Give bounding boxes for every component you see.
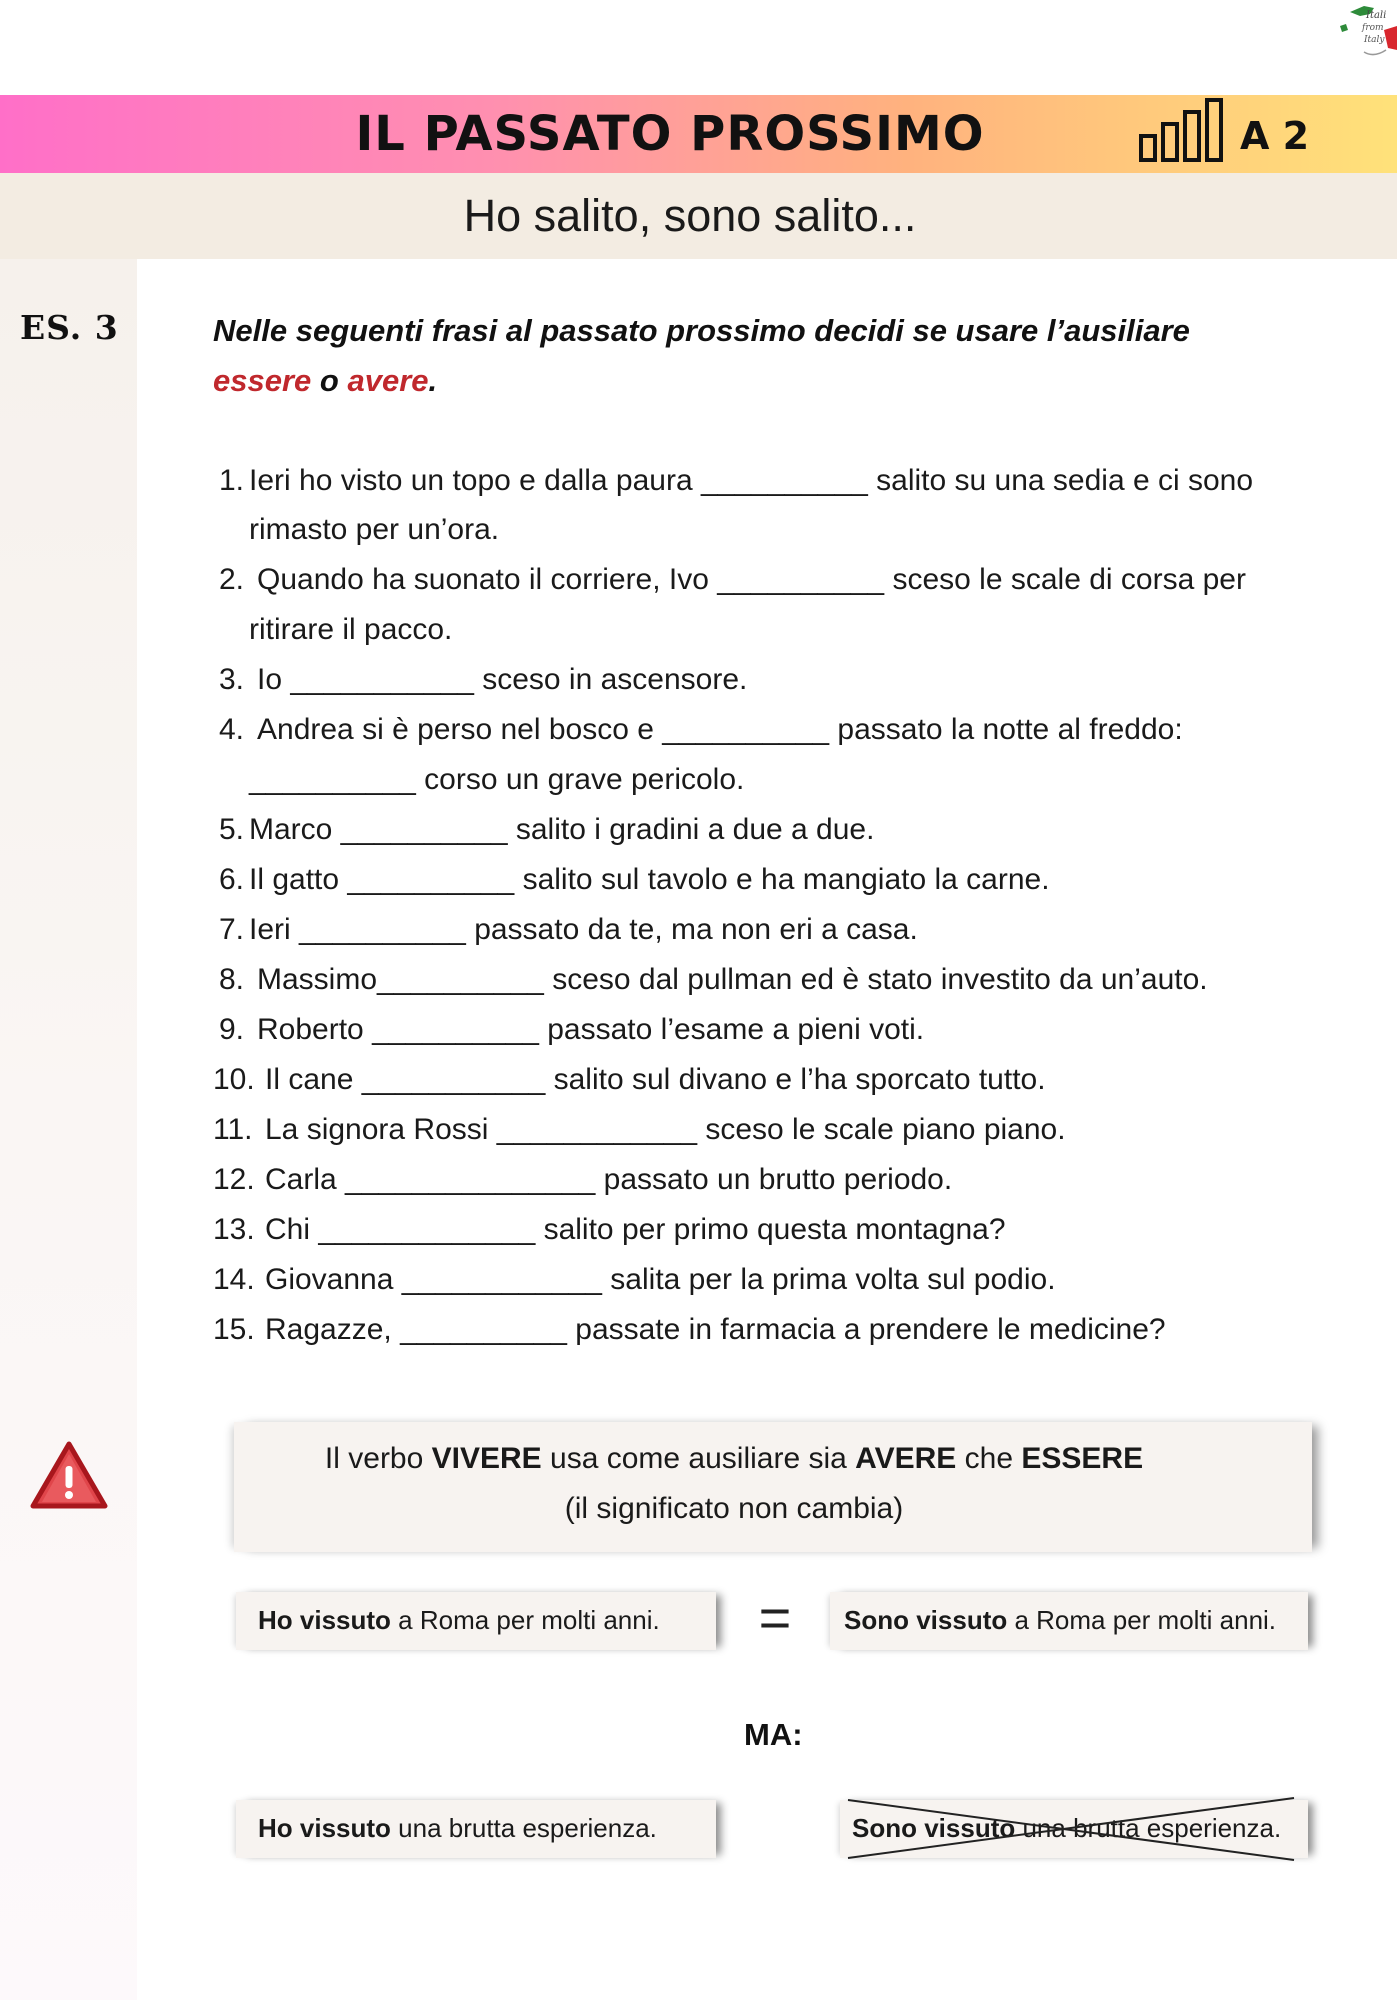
item-number: 8. bbox=[219, 963, 245, 996]
ma-label: MA: bbox=[744, 1717, 803, 1752]
instruction-essere: essere bbox=[213, 363, 312, 398]
list-item: Chi _____________ salito per primo questa montagna? bbox=[265, 1213, 1006, 1246]
example-bold: Sono vissuto bbox=[844, 1605, 1008, 1635]
list-item: Massimo__________ sceso dal pullman ed è stato investito da un’auto. bbox=[257, 963, 1208, 996]
warning-icon bbox=[30, 1440, 108, 1512]
item-number: 1. bbox=[219, 464, 245, 497]
note-text: Il verbo bbox=[324, 1442, 432, 1475]
instruction-text: Nelle seguenti frasi al passato prossimo decidi se usare l’ausiliare bbox=[213, 313, 1190, 348]
list-item-continuation: __________ corso un grave pericolo. bbox=[249, 763, 745, 796]
item-number: 14. bbox=[213, 1263, 255, 1296]
svg-text:Itali: Itali bbox=[1366, 10, 1387, 21]
note-text: usa come ausiliare sia bbox=[541, 1442, 856, 1475]
list-item: La signora Rossi ____________ sceso le scale piano piano. bbox=[265, 1113, 1066, 1146]
list-item: Marco __________ salito i gradini a due a due. bbox=[249, 813, 875, 846]
level-badge: A 2 bbox=[1240, 114, 1310, 158]
list-item: Roberto __________ passato l’esame a pieni voti. bbox=[257, 1013, 925, 1046]
vivere-note-line2: (il significato non cambia) bbox=[564, 1492, 904, 1525]
example-bold: Ho vissuto bbox=[258, 1813, 391, 1843]
list-item: Carla _______________ passato un brutto periodo. bbox=[265, 1163, 953, 1196]
cross-out-mark bbox=[846, 1794, 1296, 1864]
item-number: 12. bbox=[213, 1163, 255, 1196]
item-number: 4. bbox=[219, 713, 245, 746]
item-number: 7. bbox=[219, 913, 245, 946]
list-item: Il cane ___________ salito sul divano e l’ha sporcato tutto. bbox=[265, 1063, 1046, 1096]
list-item: Quando ha suonato il corriere, Ivo __________ sceso le scale di corsa per bbox=[257, 563, 1246, 596]
note-avere: AVERE bbox=[855, 1442, 957, 1475]
example-bold: Ho vissuto bbox=[258, 1605, 391, 1635]
correct-example-box bbox=[236, 1800, 716, 1858]
example-text: a Roma per molti anni. bbox=[1007, 1605, 1277, 1635]
left-margin-strip bbox=[0, 259, 137, 2000]
svg-text:Italy: Italy bbox=[1364, 35, 1385, 45]
item-number: 6. bbox=[219, 863, 245, 896]
example-text: una brutta esperienza. bbox=[390, 1813, 657, 1843]
example-text: a Roma per molti anni. bbox=[390, 1605, 660, 1635]
note-vivere: VIVERE bbox=[431, 1442, 542, 1475]
example-text: una brutta esperienza. bbox=[1015, 1813, 1282, 1843]
list-item: Ieri __________ passato da te, ma non eri a casa. bbox=[249, 913, 918, 946]
vivere-note-line1 bbox=[234, 1442, 1234, 1476]
page-title: IL PASSATO PROSSIMO bbox=[355, 106, 985, 162]
item-number: 3. bbox=[219, 663, 245, 696]
item-number: 10. bbox=[213, 1063, 255, 1096]
item-number: 13. bbox=[213, 1213, 255, 1246]
list-item-continuation: ritirare il pacco. bbox=[249, 613, 453, 646]
item-number: 2. bbox=[219, 563, 245, 596]
level-bars-icon bbox=[1138, 98, 1228, 168]
instruction-period: . bbox=[428, 363, 438, 398]
italian-logo-icon bbox=[1330, 0, 1397, 62]
instruction-connector: o bbox=[319, 363, 339, 398]
list-item: Ieri ho visto un topo e dalla paura __________ salito su una sedia e ci sono bbox=[249, 464, 1254, 497]
list-item: Ragazze, __________ passate in farmacia a prendere le medicine? bbox=[265, 1313, 1166, 1346]
list-item: Il gatto __________ salito sul tavolo e ha mangiato la carne. bbox=[249, 863, 1050, 896]
list-item: Io ___________ sceso in ascensore. bbox=[257, 663, 748, 696]
list-item-continuation: rimasto per un’ora. bbox=[249, 513, 500, 546]
svg-text:from: from bbox=[1362, 23, 1384, 33]
note-text: che bbox=[956, 1442, 1022, 1475]
page-subtitle: Ho salito, sono salito... bbox=[463, 190, 917, 241]
example-avere-box bbox=[236, 1592, 716, 1650]
example-bold: Sono vissuto bbox=[852, 1813, 1016, 1843]
item-number: 9. bbox=[219, 1013, 245, 1046]
list-item: Giovanna ____________ salita per la prima volta sul podio. bbox=[265, 1263, 1056, 1296]
exercise-label: ES. 3 bbox=[20, 308, 119, 347]
example-essere-box bbox=[830, 1592, 1308, 1650]
item-number: 11. bbox=[213, 1113, 253, 1146]
item-number: 15. bbox=[213, 1313, 255, 1346]
exercise-instructions bbox=[213, 306, 1213, 406]
instruction-avere: avere bbox=[347, 363, 429, 398]
item-number: 5. bbox=[219, 813, 245, 846]
equals-sign: = bbox=[758, 1586, 792, 1649]
note-essere: ESSERE bbox=[1021, 1442, 1144, 1475]
list-item: Andrea si è perso nel bosco e __________ passato la notte al freddo: bbox=[257, 713, 1183, 746]
